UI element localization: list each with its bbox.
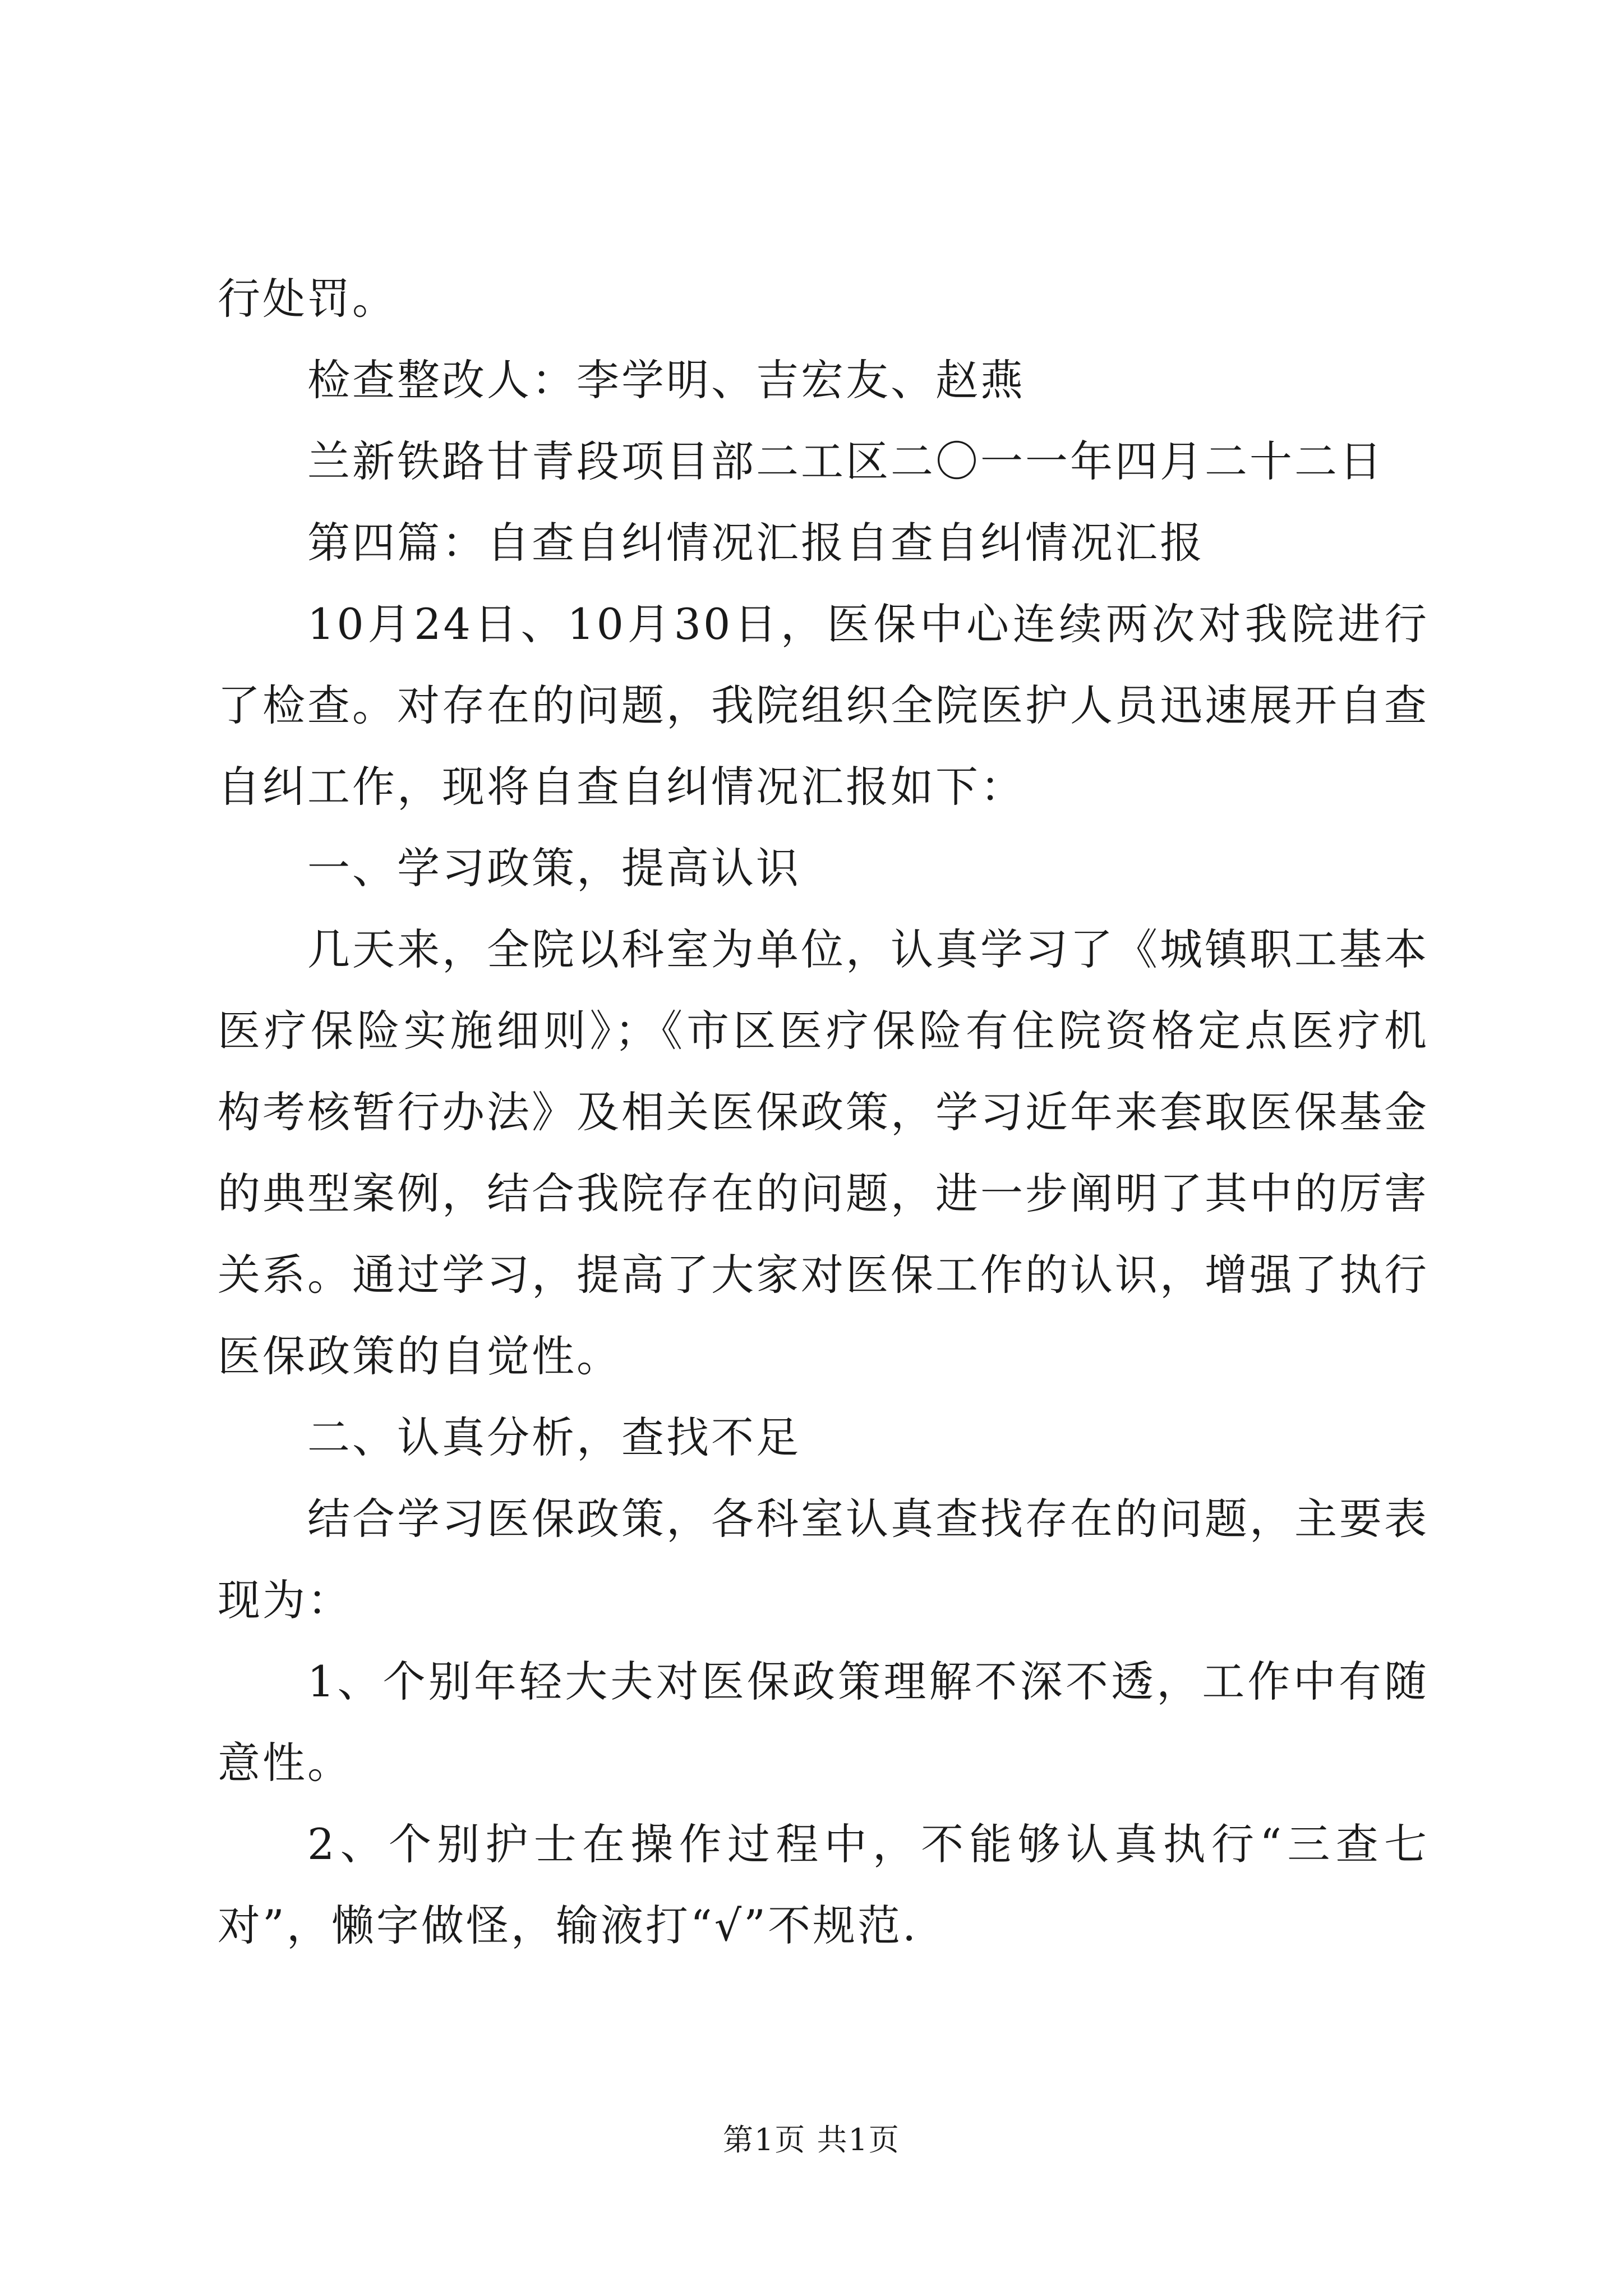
paragraph-inspection-intro: 10月24日、10月30日，医保中心连续两次对我院进行了检查。对存在的问题，我院组织全院医护人员迅速展开自查自纠工作，现将自查自纠情况汇报如下： xyxy=(218,599,1429,812)
section-heading-analysis: 二、认真分析，查找不足 xyxy=(307,1412,801,1462)
document-body xyxy=(218,258,1429,1966)
section-heading-part-four: 第四篇：自查自纠情况汇报自查自纠情况汇报 xyxy=(307,518,1205,568)
section-heading-study-policy: 一、学习政策，提高认识 xyxy=(307,843,801,893)
paragraph-problems-intro: 结合学习医保政策，各科室认真查找存在的问题，主要表现为： xyxy=(218,1494,1429,1625)
paragraph-penalty-ending: 行处罚。 xyxy=(218,274,397,324)
paragraph-rectifiers: 检查整改人：李学明、吉宏友、赵燕 xyxy=(307,355,1025,405)
list-item-problem-2: 2、个别护士在操作过程中，不能够认真执行“三查七对”，懒字做怪，输液打“√”不规范. xyxy=(218,1819,1429,1950)
page-footer: 第1页 共1页 xyxy=(723,2122,900,2157)
paragraph-study-details: 几天来，全院以科室为单位，认真学习了《城镇职工基本医疗保险实施细则》；《市区医疗保险有住院资格定点医疗机构考核暂行办法》及相关医保政策，学习近年来套取医保基金的典型案例，结合我院存在的问题，进一步阐明了其中的厉害关系。通过学习，提高了大家对医保工作的认识，增强了执行医保政策的自觉性。 xyxy=(218,924,1429,1381)
paragraph-signature-date: 兰新铁路甘青段项目部二工区二〇一一年四月二十二日 xyxy=(307,436,1384,486)
list-item-problem-1: 1、个别年轻大夫对医保政策理解不深不透，工作中有随意性。 xyxy=(218,1657,1429,1788)
